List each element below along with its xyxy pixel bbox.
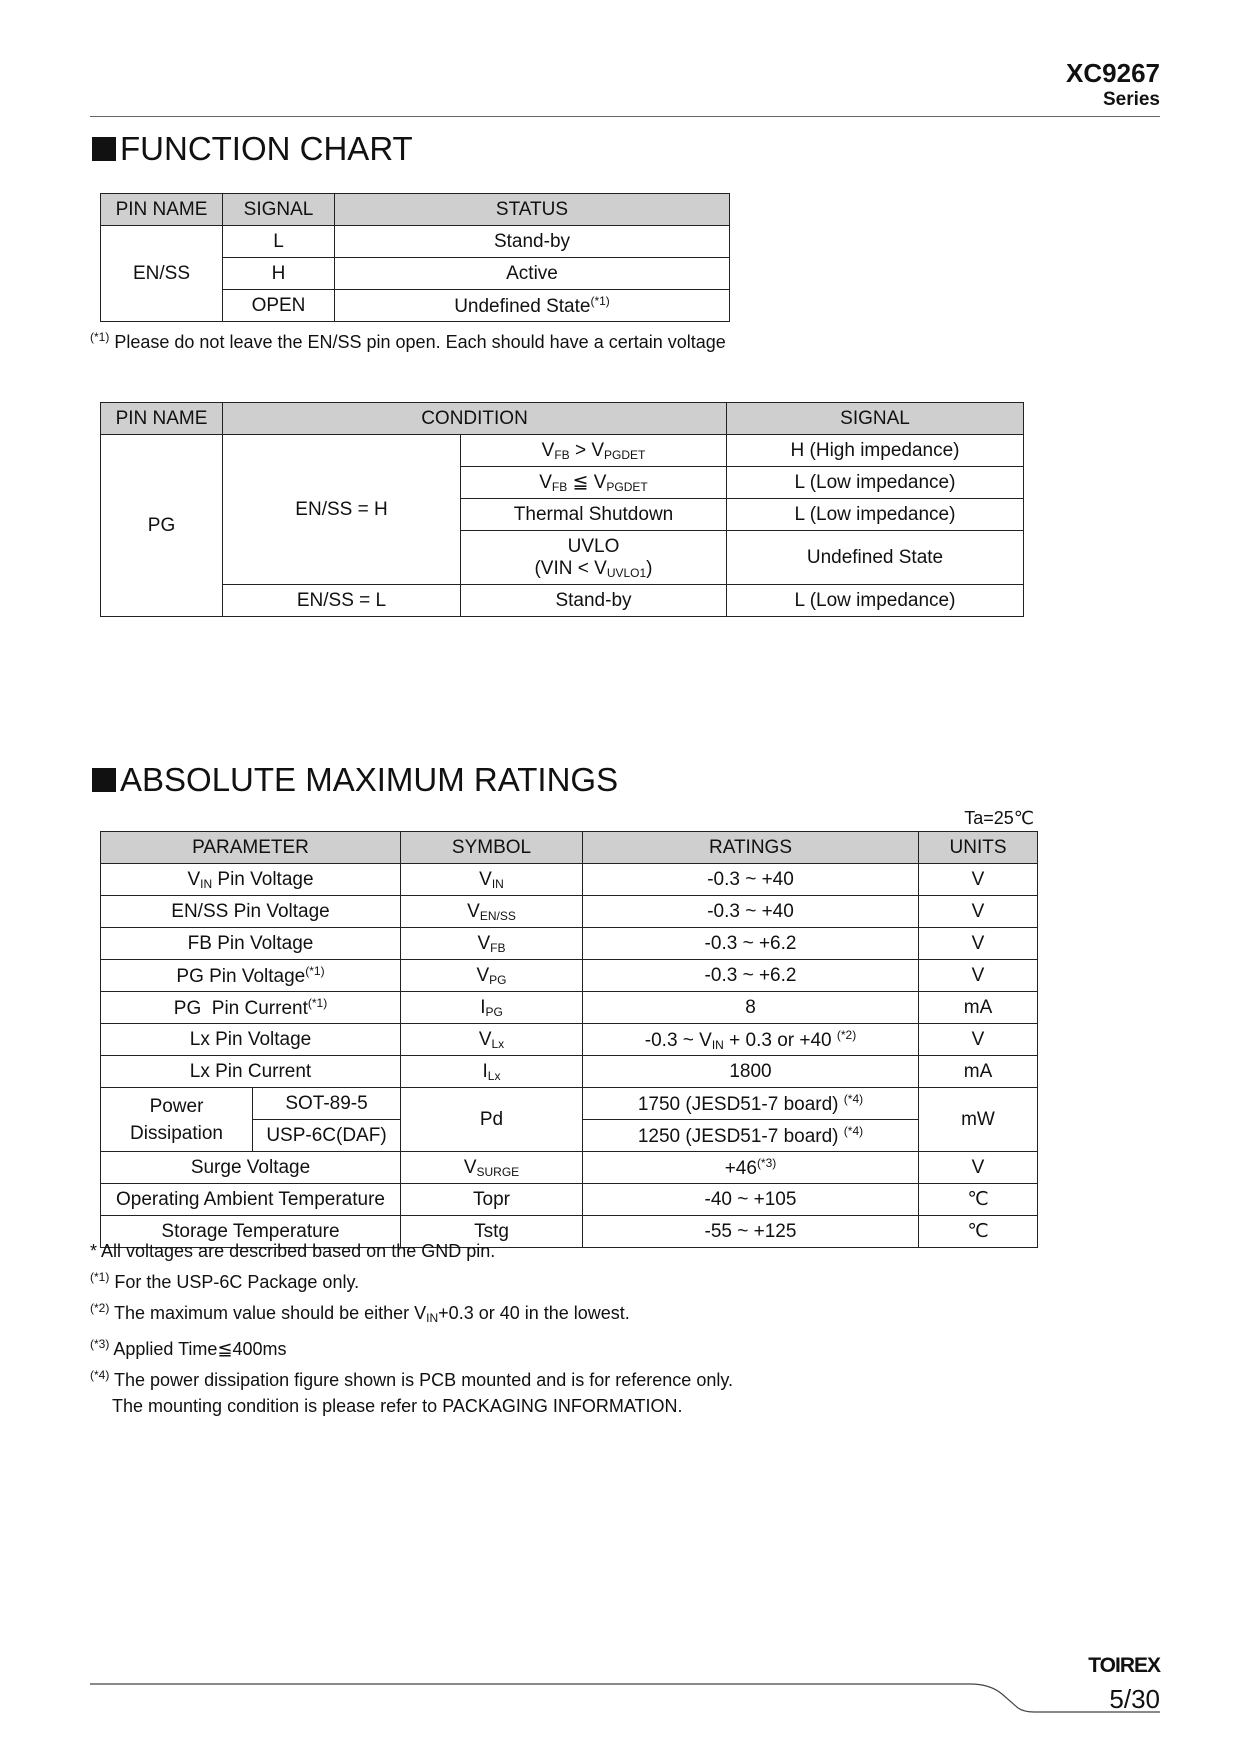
note-line xyxy=(90,1295,733,1331)
signal-cell: L (Low impedance) xyxy=(727,499,1024,531)
function-chart-footnote xyxy=(90,324,726,355)
col-header: SIGNAL xyxy=(223,194,335,226)
unit-cell: V xyxy=(919,1024,1038,1056)
symbol-cell xyxy=(401,896,583,928)
col-header: PIN NAME xyxy=(101,194,223,226)
absolute-max-notes xyxy=(90,1238,733,1419)
unit-cell: V xyxy=(919,1152,1038,1184)
status-cell: Stand-by xyxy=(335,226,730,258)
parameter-cell: Lx Pin Voltage xyxy=(101,1024,401,1056)
subscript: PG xyxy=(489,972,507,987)
text: V xyxy=(477,932,491,954)
col-header: CONDITION xyxy=(223,403,727,435)
note-line xyxy=(90,1264,733,1295)
function-chart-heading xyxy=(92,130,413,168)
subscript: FB xyxy=(551,480,568,494)
footnote-ref: (*3) xyxy=(756,1155,777,1170)
unit-cell: V xyxy=(919,896,1038,928)
package-cell: SOT-89-5 xyxy=(253,1088,401,1120)
parameter-cell xyxy=(101,864,401,896)
text: 1250 (JESD51-7 board) xyxy=(637,1125,844,1147)
col-header: STATUS xyxy=(335,194,730,226)
symbol-cell: Pd xyxy=(401,1088,583,1152)
footnote-marker: (*3) xyxy=(90,1337,110,1351)
subscript: IN xyxy=(426,1311,439,1325)
text: I xyxy=(480,996,486,1018)
function-chart-title: FUNCTION CHART xyxy=(120,130,413,167)
en-ss-function-table xyxy=(100,193,730,322)
rating-cell xyxy=(583,1088,919,1120)
text: + 0.3 or +40 xyxy=(723,1029,837,1051)
unit-cell: ℃ xyxy=(919,1216,1038,1248)
text: PG Pin Current xyxy=(173,997,308,1019)
unit-cell: V xyxy=(919,960,1038,992)
text: Applied Time≦400ms xyxy=(109,1339,287,1359)
sub-condition-cell xyxy=(461,531,727,585)
text: V xyxy=(479,868,492,890)
status-cell xyxy=(335,290,730,322)
text: The maximum value should be either V xyxy=(109,1303,427,1323)
signal-cell: Undefined State xyxy=(727,531,1024,585)
note-line xyxy=(90,1331,733,1362)
rating-cell: -55 ~ +125 xyxy=(583,1216,919,1248)
text: UVLO xyxy=(567,535,620,557)
rating-cell xyxy=(583,1120,919,1152)
rating-cell: 8 xyxy=(583,992,919,1024)
rating-cell: -0.3 ~ +40 xyxy=(583,896,919,928)
text: Dissipation xyxy=(130,1122,223,1144)
unit-cell: mA xyxy=(919,992,1038,1024)
condition-cell: EN/SS = L xyxy=(223,585,461,617)
subscript: FB xyxy=(490,940,506,955)
unit-cell: ℃ xyxy=(919,1184,1038,1216)
pg-signal-table xyxy=(100,402,1024,617)
subscript: IN xyxy=(711,1037,724,1052)
text: ) xyxy=(646,557,653,579)
product-model: XC9267 xyxy=(1066,58,1160,88)
signal-cell: L xyxy=(223,226,335,258)
symbol-cell xyxy=(401,992,583,1024)
status-cell: Active xyxy=(335,258,730,290)
text: I xyxy=(482,1060,488,1082)
square-bullet-icon xyxy=(92,768,116,792)
col-header: UNITS xyxy=(919,832,1038,864)
sub-condition-cell: Thermal Shutdown xyxy=(461,499,727,531)
footnote-text: Please do not leave the EN/SS pin open. Each should have a certain voltage xyxy=(114,332,726,352)
text: Power xyxy=(149,1095,204,1117)
parameter-cell xyxy=(101,1088,253,1152)
subscript: PGDET xyxy=(604,447,646,462)
parameter-cell: FB Pin Voltage xyxy=(101,928,401,960)
footnote-ref: (*4) xyxy=(843,1091,864,1106)
rating-cell xyxy=(583,1024,919,1056)
text: +46 xyxy=(724,1157,757,1179)
sub-condition-cell xyxy=(461,467,727,499)
subscript: Lx xyxy=(487,1068,501,1083)
footnote-ref: (*1) xyxy=(307,995,328,1010)
subscript: Lx xyxy=(491,1036,505,1051)
footer-rule xyxy=(90,1680,1160,1716)
text: V xyxy=(467,900,480,922)
text: V xyxy=(591,439,605,461)
text: V xyxy=(478,1028,492,1050)
rating-cell: -40 ~ +105 xyxy=(583,1184,919,1216)
text: +0.3 or 40 in the lowest. xyxy=(438,1303,630,1323)
col-header: SYMBOL xyxy=(401,832,583,864)
header-divider xyxy=(90,116,1160,117)
rating-cell: -0.3 ~ +6.2 xyxy=(583,928,919,960)
parameter-cell: Storage Temperature xyxy=(101,1216,401,1248)
absolute-max-table xyxy=(100,831,1038,1248)
square-bullet-icon xyxy=(92,137,116,161)
unit-cell: V xyxy=(919,928,1038,960)
symbol-cell xyxy=(401,1152,583,1184)
symbol-cell xyxy=(401,1024,583,1056)
torex-logo: TOIREX xyxy=(1088,1654,1160,1677)
footnote-marker: (*2) xyxy=(90,1301,110,1315)
col-header: SIGNAL xyxy=(727,403,1024,435)
parameter-cell: EN/SS Pin Voltage xyxy=(101,896,401,928)
pin-name-cell: EN/SS xyxy=(101,226,223,322)
col-header: PARAMETER xyxy=(101,832,401,864)
pin-name-cell: PG xyxy=(101,435,223,617)
col-header: RATINGS xyxy=(583,832,919,864)
parameter-cell xyxy=(101,992,401,1024)
signal-cell: OPEN xyxy=(223,290,335,322)
note-line: The mounting condition is please refer to PACKAGING INFORMATION. xyxy=(112,1396,683,1416)
subscript: UVLO1 xyxy=(606,565,647,580)
text: V xyxy=(476,964,490,986)
symbol-cell xyxy=(401,1056,583,1088)
status-text: Undefined State xyxy=(454,295,591,317)
text: PG Pin Voltage xyxy=(176,965,306,987)
condition-cell: EN/SS = H xyxy=(223,435,461,585)
subscript: SURGE xyxy=(476,1164,520,1179)
text: 1750 (JESD51-7 board) xyxy=(637,1093,844,1115)
package-cell: USP-6C(DAF) xyxy=(253,1120,401,1152)
signal-cell: L (Low impedance) xyxy=(727,585,1024,617)
footnote-marker: (*4) xyxy=(90,1368,110,1382)
rating-cell: -0.3 ~ +40 xyxy=(583,864,919,896)
sub-condition-cell xyxy=(461,435,727,467)
subscript: PG xyxy=(485,1004,503,1019)
text: V xyxy=(463,1156,477,1178)
footnote-marker: (*1) xyxy=(90,1270,110,1284)
footnote-ref: (*4) xyxy=(843,1123,864,1138)
footnote-ref: (*2) xyxy=(836,1027,857,1042)
parameter-cell: Lx Pin Current xyxy=(101,1056,401,1088)
text: V xyxy=(539,472,552,493)
symbol-cell: Topr xyxy=(401,1184,583,1216)
signal-cell: H (High impedance) xyxy=(727,435,1024,467)
note-line: * All voltages are described based on the GND pin. xyxy=(90,1241,496,1261)
text: For the USP-6C Package only. xyxy=(109,1272,360,1292)
col-header: PIN NAME xyxy=(101,403,223,435)
subscript: IN xyxy=(200,876,213,891)
unit-cell: V xyxy=(919,864,1038,896)
subscript: FB xyxy=(554,447,570,462)
symbol-cell xyxy=(401,960,583,992)
absolute-max-heading xyxy=(92,761,618,799)
text: > xyxy=(569,439,592,461)
signal-cell: L (Low impedance) xyxy=(727,467,1024,499)
symbol-cell xyxy=(401,864,583,896)
symbol-cell: Tstg xyxy=(401,1216,583,1248)
text: (VIN < V xyxy=(534,557,607,579)
signal-cell: H xyxy=(223,258,335,290)
text: V xyxy=(541,439,555,461)
product-series: Series xyxy=(1102,89,1160,110)
rating-cell: -0.3 ~ +6.2 xyxy=(583,960,919,992)
footnote-ref: (*1) xyxy=(305,963,325,978)
text xyxy=(467,558,720,580)
page-number: 5/30 xyxy=(1109,1684,1160,1714)
footnote-ref: (*1) xyxy=(590,293,610,308)
rating-cell xyxy=(583,1152,919,1184)
text: V xyxy=(187,868,201,890)
absolute-max-title: ABSOLUTE MAXIMUM RATINGS xyxy=(120,761,619,798)
text: V xyxy=(593,472,607,493)
note-line xyxy=(90,1362,733,1393)
symbol-cell xyxy=(401,928,583,960)
rating-cell: 1800 xyxy=(583,1056,919,1088)
text: -0.3 ~ V xyxy=(644,1029,712,1051)
test-condition: Ta=25℃ xyxy=(964,808,1034,828)
parameter-cell: Surge Voltage xyxy=(101,1152,401,1184)
subscript: EN/SS xyxy=(479,908,516,923)
parameter-cell xyxy=(101,960,401,992)
unit-cell: mA xyxy=(919,1056,1038,1088)
subscript: PGDET xyxy=(606,480,648,494)
text: Pin Voltage xyxy=(212,868,314,890)
sub-condition-cell: Stand-by xyxy=(461,585,727,617)
subscript: IN xyxy=(491,876,504,891)
unit-cell: mW xyxy=(919,1088,1038,1152)
parameter-cell: Operating Ambient Temperature xyxy=(101,1184,401,1216)
text: The power dissipation figure shown is PCB mounted and is for reference only. xyxy=(109,1370,734,1390)
footnote-marker: (*1) xyxy=(90,330,110,344)
text: ≦ xyxy=(567,472,594,493)
